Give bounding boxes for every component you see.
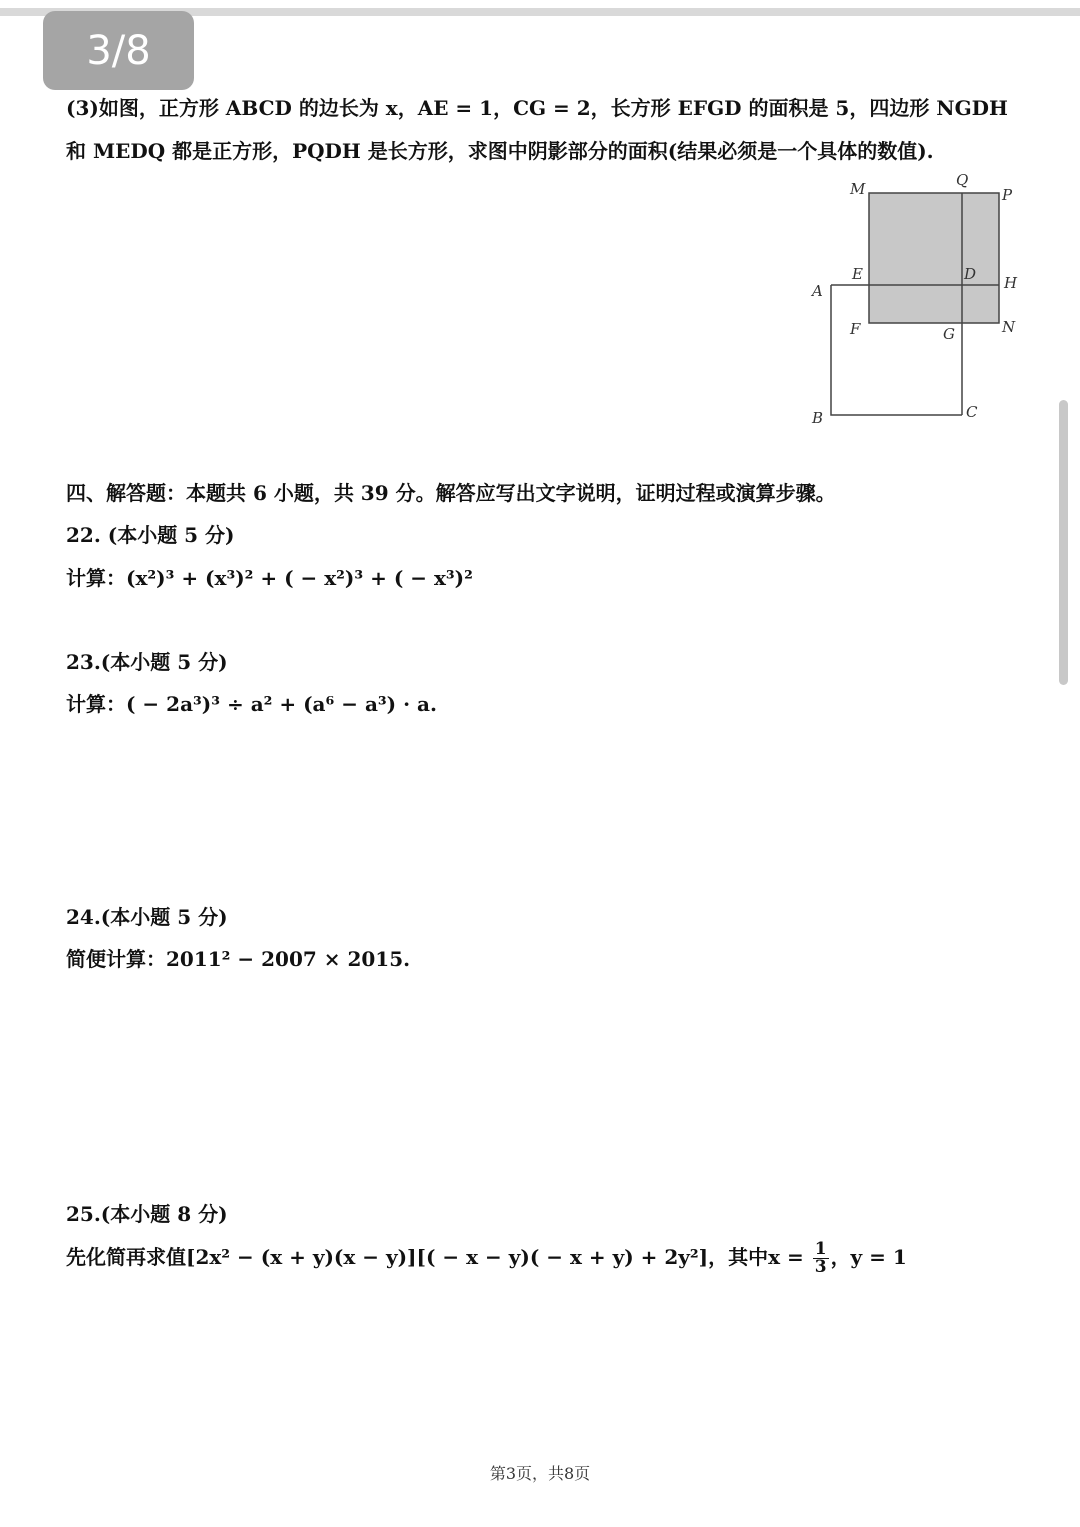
geometry-figure	[800, 170, 1030, 430]
label-Q: Q	[956, 171, 969, 189]
label-G: G	[943, 325, 955, 343]
q22-prefix: 计算：	[66, 566, 126, 590]
label-E: E	[852, 265, 863, 283]
q22-question	[66, 562, 473, 591]
q25-expression: [2x² − (x + y)(x − y)][( − x − y)( − x + y) + 2y²]，其中	[186, 1245, 769, 1269]
q3-line2: 和 MEDQ 都是正方形，PQDH 是长方形，求图中阴影部分的面积(结果必须是一个具体的数值).	[66, 139, 934, 163]
q24-expression: 2011² − 2007 × 2015.	[166, 947, 411, 971]
q23-header: 23.(本小题 5 分)	[66, 650, 228, 674]
label-B: B	[812, 409, 824, 427]
scrollbar[interactable]	[1059, 400, 1068, 685]
q22-header: 22. (本小题 5 分)	[66, 523, 235, 547]
q25-question	[66, 1241, 907, 1276]
q25-frac-numerator: 1	[814, 1239, 827, 1259]
q24-header: 24.(本小题 5 分)	[66, 905, 228, 929]
q25-frac-denominator: 3	[814, 1257, 827, 1277]
q25-prefix: 先化简再求值	[66, 1245, 186, 1269]
q25-fraction	[813, 1241, 829, 1276]
q23-prefix: 计算：	[66, 692, 126, 716]
q25-x-label: x =	[768, 1245, 811, 1269]
shaded-region	[869, 193, 999, 323]
q3-line1: (3)如图，正方形 ABCD 的边长为 x，AE = 1，CG = 2，长方形 EFGD 的面积是 5，四边形 NGDH	[66, 96, 1008, 120]
page-indicator: 3/8	[43, 11, 194, 90]
q23-question	[66, 688, 437, 717]
label-F: F	[850, 320, 861, 338]
label-H: H	[1004, 274, 1018, 292]
label-N: N	[1002, 318, 1016, 336]
page-footer: 第3页，共8页	[489, 1464, 591, 1483]
q25-tail: ，y = 1	[830, 1245, 907, 1269]
label-C: C	[966, 403, 978, 421]
label-M: M	[850, 180, 866, 198]
q25-header: 25.(本小题 8 分)	[66, 1202, 228, 1226]
q24-prefix: 简便计算：	[66, 947, 166, 971]
q24-question	[66, 943, 410, 972]
label-D: D	[964, 265, 977, 283]
q22-expression: (x²)³ + (x³)² + ( − x²)³ + ( − x³)²	[126, 566, 473, 590]
label-P: P	[1002, 186, 1013, 204]
section-4-heading: 四、解答题：本题共 6 小题，共 39 分。解答应写出文字说明，证明过程或演算步骤。	[66, 481, 836, 505]
q23-expression: ( − 2a³)³ ÷ a² + (a⁶ − a³) · a.	[126, 692, 437, 716]
label-A: A	[812, 282, 823, 300]
